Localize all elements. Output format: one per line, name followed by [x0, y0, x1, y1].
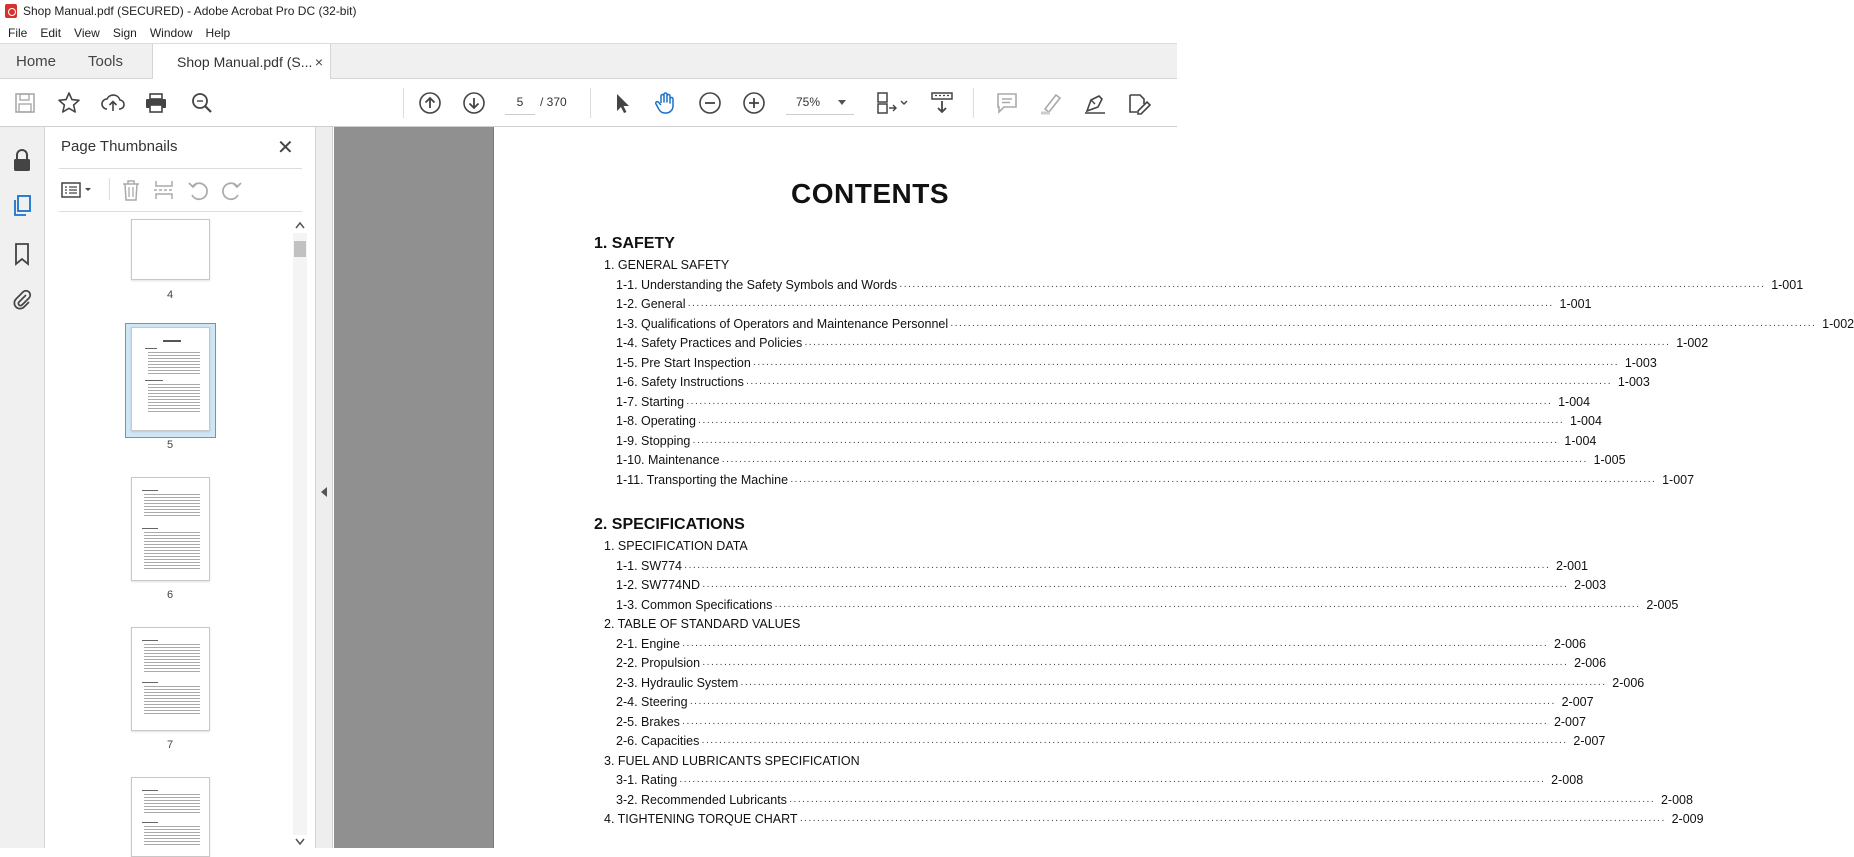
tab-document-label: Shop Manual.pdf (S...: [177, 54, 313, 70]
toc-entry-page: 1-005: [1593, 453, 1626, 467]
save-icon[interactable]: [12, 91, 38, 115]
toc-leader-dots: ········································································································································································································: [701, 737, 1568, 748]
toc-entry-page: 2-007: [1553, 714, 1586, 729]
toc-leader-dots: ········································································································································································································: [804, 339, 1671, 350]
divider: [109, 178, 110, 200]
toc-group-heading: 3. FUEL AND LUBRICANTS SPECIFICATION: [604, 753, 860, 768]
toc-entry-page: 2-007: [1573, 734, 1606, 748]
page-total: / 370: [540, 95, 567, 109]
toc-entry-title: 1-4. Safety Practices and Policies: [616, 336, 803, 350]
toolbar-separator: [590, 88, 591, 118]
highlight-icon[interactable]: [1038, 91, 1064, 115]
toc-entry-title: 1-9. Stopping: [616, 433, 691, 448]
menu-edit[interactable]: Edit: [40, 25, 62, 40]
toc-entry-page: 1-003: [1624, 355, 1657, 370]
toc-entry-page: 1-002: [1676, 336, 1709, 350]
scroll-down-icon: [295, 838, 305, 846]
toc-group-heading: 1. GENERAL SAFETY: [604, 258, 730, 272]
toc-leader-dots: ········································································································································································································: [799, 815, 1666, 826]
toc-entry-title: 1-1. Understanding the Safety Symbols and Words: [616, 277, 898, 292]
toc-entry-page: 1-001: [1559, 297, 1592, 311]
toc-leader-dots: ········································································································································································································: [899, 280, 1766, 292]
menu-view[interactable]: View: [74, 25, 100, 40]
menu-help[interactable]: Help: [205, 25, 231, 40]
toolbar-separator: [403, 88, 404, 118]
close-icon[interactable]: ✕: [277, 137, 294, 159]
menu-window[interactable]: Window: [149, 25, 193, 40]
toc-entry: [616, 297, 1592, 313]
thumbnail-page[interactable]: [131, 219, 210, 280]
toc-leader-dots: ········································································································································································································: [752, 358, 1619, 370]
toc-entry-title: 2-6. Capacities: [616, 734, 700, 748]
page-number-input[interactable]: 5: [505, 91, 535, 115]
toc-entry-title: 1-6. Safety Instructions: [616, 375, 744, 389]
toc-entry-title: 1-1. SW774: [616, 558, 683, 573]
toc-leader-dots: ········································································································································································································: [774, 600, 1641, 612]
pdf-page: [493, 127, 1854, 848]
toc-entry: [616, 714, 1586, 731]
toc-leader-dots: ········································································································································································································: [679, 776, 1546, 787]
thumbnail-options-icon[interactable]: [60, 178, 96, 202]
attachment-icon[interactable]: [10, 287, 34, 311]
page-thumbnails-panel: [45, 127, 316, 848]
toc-leader-dots: ········································································································································································································: [950, 319, 1817, 331]
toc-entry: [616, 277, 1804, 294]
toc-entry-page: 1-002: [1822, 316, 1854, 331]
toc-section-heading: 2. SPECIFICATIONS: [594, 516, 745, 533]
lock-icon[interactable]: [10, 148, 34, 172]
tab-document[interactable]: [152, 44, 331, 81]
toc-leader-dots: ········································································································································································································: [702, 581, 1569, 592]
toc-entry-page: 1-004: [1564, 433, 1597, 448]
tab-tools[interactable]: Tools: [88, 53, 124, 70]
toc-entry-page: 2-009: [1671, 812, 1704, 826]
toc-entry-page: 2-008: [1660, 792, 1693, 807]
toc-entry: [616, 472, 1695, 489]
title-bar: [0, 0, 1177, 22]
toc-entry: [616, 695, 1594, 711]
toc-entry-title: 1-2. SW774ND: [616, 578, 701, 592]
toc-entry-page: 1-004: [1558, 394, 1591, 409]
split-pages-icon[interactable]: [153, 178, 175, 202]
toc-entry-page: 2-003: [1574, 578, 1607, 592]
toc-entry: [616, 316, 1854, 333]
toc-entry-title: 2-3. Hydraulic System: [616, 675, 739, 690]
toc-entry-title: 1-7. Starting: [616, 394, 685, 409]
thumbnail-label: 4: [166, 289, 174, 301]
panel-title: Page Thumbnails: [61, 138, 178, 155]
toc-entry-page: 2-001: [1556, 558, 1589, 573]
toc-entry: [616, 414, 1602, 430]
toc-leader-dots: ········································································································································································································: [745, 378, 1612, 389]
thumbnail-page[interactable]: [131, 777, 210, 857]
thumbnail-scrollbar[interactable]: [293, 219, 307, 848]
toc-leader-dots: ········································································································································································································: [681, 717, 1548, 729]
toc-leader-dots: ········································································································································································································: [684, 561, 1551, 573]
toc-entry-title: 3-2. Recommended Lubricants: [616, 792, 787, 807]
comment-icon[interactable]: [994, 91, 1020, 115]
toc-entry-page: 1-001: [1771, 277, 1804, 292]
page-thumbnails-icon[interactable]: [10, 194, 34, 218]
chevron-down-icon: [838, 100, 846, 105]
tab-close-icon[interactable]: ×: [314, 54, 323, 70]
toc-entry-title: 1-3. Qualifications of Operators and Maintenance Personnel: [616, 316, 949, 331]
toc-entry: [616, 355, 1657, 372]
menu-bar: [0, 22, 1177, 43]
divider: [59, 168, 302, 169]
toc-entry-page: 2-008: [1551, 773, 1584, 787]
thumbnail-page-selected[interactable]: [131, 327, 210, 431]
toc-leader-dots: ········································································································································································································: [788, 795, 1655, 807]
toc-entry: [616, 578, 1607, 594]
toc-section-heading: 1. SAFETY: [594, 235, 675, 252]
bookmark-icon[interactable]: [10, 242, 34, 266]
zoom-in-icon[interactable]: [741, 91, 767, 115]
toc-entry: [616, 675, 1645, 692]
tab-bar: [0, 43, 1177, 79]
toc-entry: [616, 656, 1607, 672]
toc-entry: [616, 394, 1591, 411]
toc-entry: [616, 773, 1584, 789]
zoom-value: 75%: [796, 95, 821, 109]
toc-entry-page: 2-006: [1612, 675, 1645, 690]
trash-icon[interactable]: [120, 178, 142, 202]
scroll-mode-icon[interactable]: [929, 91, 955, 115]
toc-entry-title: 1-11. Transporting the Machine: [616, 472, 789, 487]
arrow-up-circle-icon[interactable]: [417, 91, 443, 115]
divider: [59, 211, 302, 212]
toc-entry: [616, 792, 1693, 809]
edit-icon[interactable]: [1126, 91, 1152, 115]
toc-entry: [616, 336, 1709, 352]
hand-icon[interactable]: [652, 91, 678, 115]
document-title: CONTENTS: [791, 178, 949, 209]
menu-sign[interactable]: Sign: [112, 25, 137, 40]
rotate-left-icon[interactable]: [187, 178, 209, 202]
collapse-arrow-icon[interactable]: [321, 487, 327, 497]
toc-entry: [616, 636, 1586, 653]
toc-entry-page: 1-007: [1662, 472, 1695, 487]
toc-entry: [616, 734, 1606, 750]
toc-leader-dots: ········································································································································································································: [740, 678, 1607, 690]
toc-entry-title: 4. TIGHTENING TORQUE CHART: [604, 812, 798, 826]
thumbnail-label: 5: [166, 439, 174, 451]
toc-group-heading: 2. TABLE OF STANDARD VALUES: [604, 617, 801, 631]
toc-entry-title: 2-2. Propulsion: [616, 656, 701, 670]
toc-entry-page: 2-005: [1646, 597, 1679, 612]
toc-leader-dots: ········································································································································································································: [681, 639, 1548, 651]
thumbnail-label: 7: [166, 739, 174, 751]
page-fit-icon[interactable]: [876, 91, 910, 115]
toolbar-separator: [973, 88, 974, 118]
toc-leader-dots: ········································································································································································································: [686, 397, 1553, 409]
zoom-out-icon[interactable]: [697, 91, 723, 115]
toc-entry-title: 1-3. Common Specifications: [616, 597, 773, 612]
toolbar: [0, 79, 1177, 127]
toc-entry-title: 3-1. Rating: [616, 773, 678, 787]
window-title: Shop Manual.pdf (SECURED) - Adobe Acrobat Pro DC (32-bit): [23, 4, 357, 18]
toc-entry-title: 1-8. Operating: [616, 414, 696, 428]
toc-entry-page: 2-006: [1553, 636, 1586, 651]
toc-leader-dots: ········································································································································································································: [689, 698, 1556, 709]
toc-group-heading: 1. SPECIFICATION DATA: [604, 539, 748, 553]
toc-entry: [616, 597, 1679, 614]
toc-leader-dots: ········································································································································································································: [702, 659, 1569, 670]
toc-leader-dots: ········································································································································································································: [790, 475, 1657, 487]
menu-file[interactable]: File: [8, 25, 28, 40]
sign-icon[interactable]: [1082, 91, 1108, 115]
toc-entry-title: 2-4. Steering: [616, 695, 688, 709]
toc-leader-dots: ········································································································································································································: [687, 300, 1554, 311]
acrobat-app-icon: [5, 4, 17, 18]
toc-entry: [616, 375, 1650, 391]
toc-entry-title: 1-2. General: [616, 297, 686, 311]
rotate-right-icon[interactable]: [221, 178, 243, 202]
left-rail: [0, 127, 45, 848]
scrollbar-thumb[interactable]: [294, 241, 306, 257]
toc-entry-title: 2-1. Engine: [616, 636, 680, 651]
toc-entry-page: 2-007: [1561, 695, 1594, 709]
toc-entry-page: 2-006: [1574, 656, 1607, 670]
cursor-icon[interactable]: [609, 91, 635, 115]
document-viewport: [334, 127, 1854, 848]
toc-entry: [604, 812, 1704, 828]
toc-entry-page: 1-004: [1569, 414, 1602, 428]
search-zoom-icon[interactable]: [189, 91, 215, 115]
toc-entry-page: 1-003: [1617, 375, 1650, 389]
toc-entry-title: 1-5. Pre Start Inspection: [616, 355, 751, 370]
scroll-up-icon: [295, 221, 305, 229]
panel-splitter[interactable]: [316, 127, 333, 848]
thumbnail-page[interactable]: [131, 477, 210, 581]
toc-entry: [616, 433, 1597, 450]
print-icon[interactable]: [143, 91, 169, 115]
toc-leader-dots: ········································································································································································································: [721, 456, 1588, 467]
toc-entry-title: 1-10. Maintenance: [616, 453, 720, 467]
toc-entry: [616, 558, 1589, 575]
arrow-down-circle-icon[interactable]: [461, 91, 487, 115]
toc-leader-dots: ········································································································································································································: [692, 436, 1559, 448]
star-icon[interactable]: [56, 91, 82, 115]
thumbnail-page[interactable]: [131, 627, 210, 731]
toc-entry-title: 2-5. Brakes: [616, 714, 680, 729]
upload-icon[interactable]: [100, 91, 126, 115]
zoom-select[interactable]: [786, 91, 854, 115]
thumbnail-label: 6: [166, 589, 174, 601]
toc-entry: [616, 453, 1626, 469]
toc-leader-dots: ········································································································································································································: [697, 417, 1564, 428]
tab-home[interactable]: Home: [16, 53, 57, 70]
